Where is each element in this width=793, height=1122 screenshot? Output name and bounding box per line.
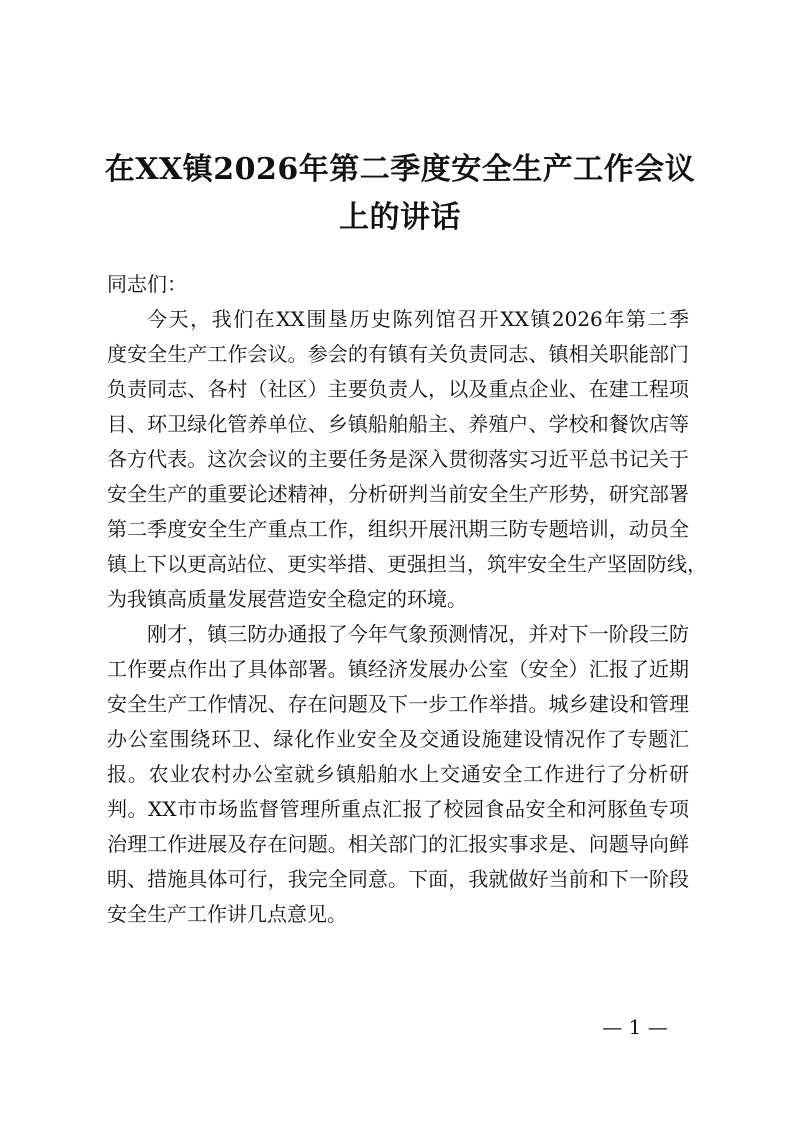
paragraph-line: 安全生产工作情况、存在问题及下一步工作举措。城乡建设和管理: [107, 692, 689, 716]
paragraph-line: 报。农业农村办公室就乡镇船舶水上交通安全工作进行了分析研: [107, 762, 689, 786]
paragraph-line: 为我镇高质量发展营造安全稳定的环境。: [107, 587, 467, 611]
paragraph-line: 明、措施具体可行，我完全同意。下面，我就做好当前和下一阶段: [107, 867, 689, 891]
paragraph-line: 负责同志、各村（社区）主要负责人，以及重点企业、在建工程项: [107, 377, 689, 401]
paragraph-line: 安全生产工作讲几点意见。: [107, 902, 347, 926]
paragraph-line: 安全生产的重要论述精神，分析研判当前安全生产形势，研究部署: [107, 482, 689, 506]
paragraph-line: 工作要点作出了具体部署。镇经济发展办公室（安全）汇报了近期: [107, 657, 689, 681]
paragraph-line: 治理工作进展及存在问题。相关部门的汇报实事求是、问题导向鲜: [107, 832, 689, 856]
title-line-2: 上的讲话: [339, 200, 461, 235]
speech-title: [100, 146, 700, 242]
title-line-1: 在XX镇2026年第二季度安全生产工作会议: [104, 152, 696, 187]
page-number: — 1 —: [602, 1015, 668, 1039]
paragraph-line: 办公室围绕环卫、绿化作业安全及交通设施建设情况作了专题汇: [107, 727, 689, 751]
paragraph-line: 目、环卫绿化管养单位、乡镇船舶船主、养殖户、学校和餐饮店等: [107, 412, 689, 436]
paragraph-line: 判。XX市市场监督管理所重点汇报了校园食品安全和河豚鱼专项: [107, 797, 689, 821]
paragraph-reports: [107, 617, 689, 932]
paragraph-line: 各方代表。这次会议的主要任务是深入贯彻落实习近平总书记关于: [107, 447, 689, 471]
speech-body: [107, 267, 707, 932]
paragraph-line: 镇上下以更高站位、更实举措、更强担当，筑牢安全生产坚固防线，: [107, 552, 707, 576]
paragraph-line: 度安全生产工作会议。参会的有镇有关负责同志、镇相关职能部门: [107, 342, 689, 366]
paragraph-line: 刚才，镇三防办通报了今年气象预测情况，并对下一阶段三防: [147, 622, 689, 646]
paragraph-line: 第二季度安全生产重点工作，组织开展汛期三防专题培训，动员全: [107, 517, 689, 541]
paragraph-line: 今天，我们在XX围垦历史陈列馆召开XX镇2026年第二季: [147, 307, 689, 331]
salutation: 同志们：: [107, 272, 187, 296]
paragraph-opening: [107, 302, 707, 617]
